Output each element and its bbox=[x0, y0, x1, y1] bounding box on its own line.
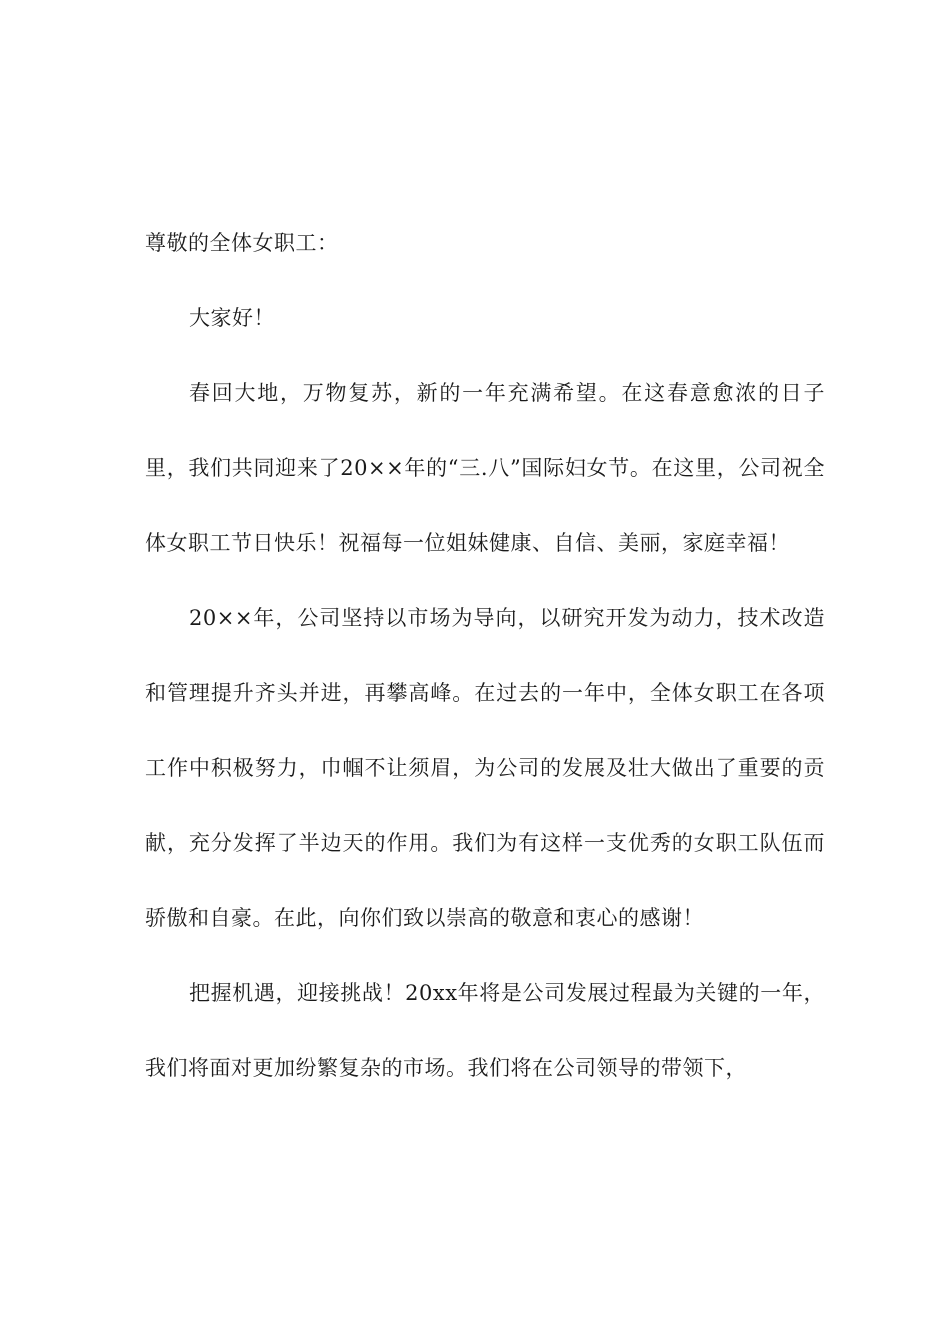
paragraph-year-review: 20××年，公司坚持以市场为导向，以研究开发为动力，技术改造和管理提升齐头并进，再攀高峰。在过去的一年中，全体女职工在各项工作中积极努力，巾帼不让须眉，为公司的发展及壮大做出了重要的贡献，充分发挥了半边天的作用。我们为有这样一支优秀的女职工队伍而骄傲和自豪。在此，向你们致以崇高的敬意和衷心的感谢！ bbox=[145, 606, 825, 930]
letter-body bbox=[145, 206, 825, 1106]
paragraph-festival-wishes: 春回大地，万物复苏，新的一年充满希望。在这春意愈浓的日子里，我们共同迎来了20××年的“三.八”国际妇女节。在这里，公司祝全体女职工节日快乐！祝福每一位姐妹健康、自信、美丽，家庭幸福！ bbox=[145, 381, 825, 555]
salutation: 尊敬的全体女职工： bbox=[145, 231, 339, 255]
paragraph-challenges: 把握机遇，迎接挑战！20xx年将是公司发展过程最为关键的一年，我们将面对更加纷繁复杂的市场。我们将在公司领导的带领下， bbox=[145, 981, 825, 1080]
paragraph-greeting: 大家好！ bbox=[189, 306, 275, 330]
